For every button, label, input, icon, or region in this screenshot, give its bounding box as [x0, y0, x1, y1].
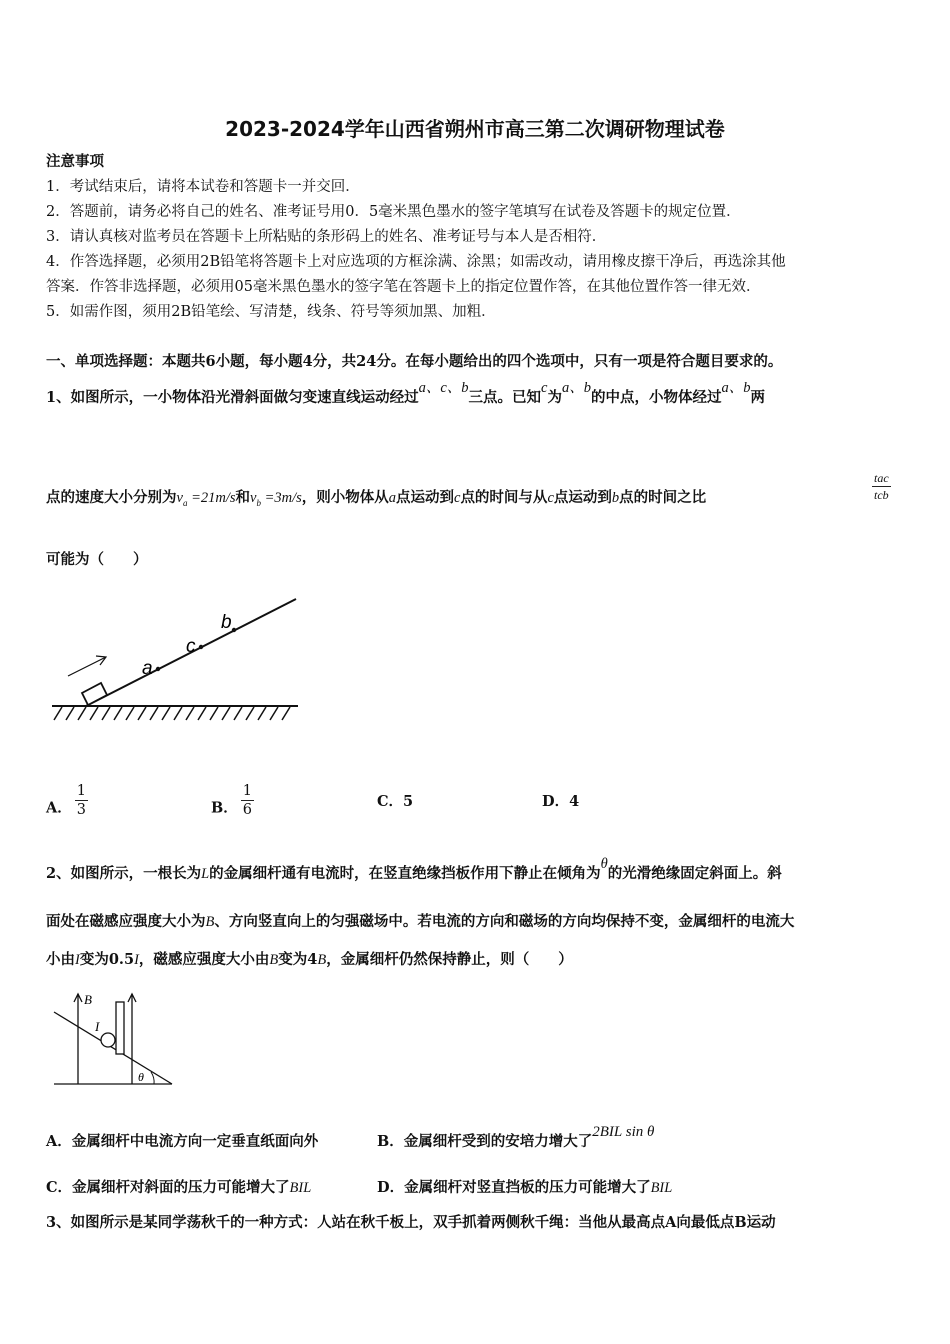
notice-item: 1．考试结束后，请将本试卷和答题卡一并交回．	[46, 179, 360, 195]
notice-heading: 注意事项	[46, 153, 104, 170]
option-b[interactable]: B． $\frac{1}{6}$	[211, 783, 252, 818]
q1-line2: 点的速度大小分别为$v_a =21m/s$和$v_b =3m/s$，则小物体从a点运动到c点的时间与从c点运动到b点的时间之比	[46, 489, 707, 508]
option-c[interactable]: C．5	[377, 793, 414, 810]
q2-option-b[interactable]: B．金属细杆受到的安培力增大了2BIL sin θ	[377, 1124, 655, 1150]
label-c: c	[186, 636, 196, 657]
notice-item: 答案．作答非选择题，必须用05毫米黑色墨水的签字笔在答题卡上的指定位置作答，在其他位置作答一律无效．	[46, 279, 761, 295]
label-b: b	[221, 612, 232, 633]
ratio-fraction: tac tcb	[874, 471, 889, 502]
option-d[interactable]: D．4	[542, 793, 580, 810]
q3-line1: 3、如图所示是某同学荡秋千的一种方式：人站在秋千板上，双手抓着两侧秋千绳：当他从最高点A向最低点B运动	[46, 1214, 776, 1231]
q2-line3: 小由I变为0.5I，磁感应强度大小由B变为4B，金属细杆仍然保持静止，则（ ）	[46, 951, 573, 968]
q2-line1: 2、如图所示，一根长为L的金属细杆通有电流时，在竖直绝缘挡板作用下静止在倾角为θ的光滑绝缘固定斜面上。斜	[46, 856, 782, 882]
notice-item: 5．如需作图，须用2B铅笔绘、写清楚，线条、符号等须加黑、加粗．	[46, 304, 496, 320]
notice-item: 3．请认真核对监考员在答题卡上所粘贴的条形码上的姓名、准考证号与本人是否相符．	[46, 229, 607, 245]
q1-line3: 可能为（ ）	[46, 551, 148, 568]
q2-line2: 面处在磁感应强度大小为B、方向竖直向上的匀强磁场中。若电流的方向和磁场的方向均保持不变，金属细杆的电流大	[46, 913, 795, 930]
section-heading: 一、单项选择题：本题共6小题，每小题4分，共24分。在每小题给出的四个选项中，只有一项是符合题目要求的。	[46, 353, 783, 370]
notice-item: 4．作答选择题，必须用2B铅笔将答题卡上对应选项的方框涂满、涂黑；如需改动，请用橡皮擦干净后，再选涂其他	[46, 254, 786, 270]
label-B: B	[84, 992, 92, 1007]
option-a[interactable]: A． $\frac{1}{3}$	[46, 783, 86, 818]
q2-option-c[interactable]: C．金属细杆对斜面的压力可能增大了BIL	[46, 1179, 312, 1196]
q2-option-d[interactable]: D．金属细杆对竖直挡板的压力可能增大了BIL	[377, 1179, 673, 1196]
q2-magnetic-figure	[50, 990, 180, 1090]
q2-option-a[interactable]: A．金属细杆中电流方向一定垂直纸面向外	[46, 1133, 319, 1150]
label-I: I	[95, 1019, 100, 1034]
notice-item: 2．答题前，请务必将自己的姓名、准考证号用0．5毫米黑色墨水的签字笔填写在试卷及答题卡的规定位置．	[46, 204, 741, 220]
page-title: 2023-2024学年山西省朔州市高三第二次调研物理试卷	[225, 117, 725, 141]
label-a: a	[142, 658, 153, 679]
q1-line1: 1、如图所示，一小物体沿光滑斜面做匀变速直线运动经过a、c、b三点。已知c为a、b的中点，小物体经过a、b两	[46, 380, 765, 406]
label-theta: θ	[138, 1070, 144, 1084]
q1-incline-figure	[48, 590, 303, 730]
